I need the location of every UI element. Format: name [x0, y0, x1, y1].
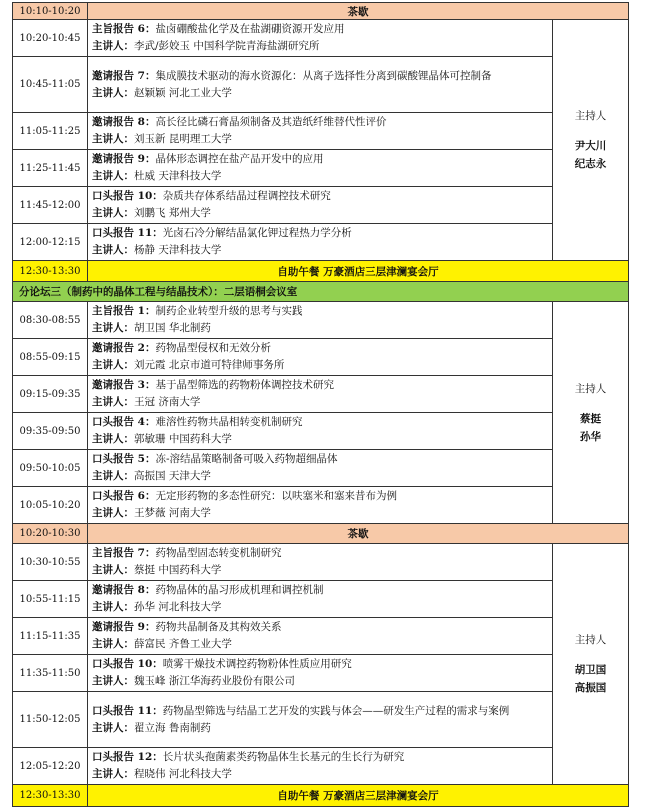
table-row	[13, 150, 629, 187]
speaker-name: 刘鹏飞 郑州大学	[134, 207, 211, 219]
report-type: 口头报告 6：	[92, 490, 156, 502]
table-row	[13, 187, 629, 224]
report-title: 杂质共存体系结晶过程调控技术研究	[162, 190, 331, 202]
session-content	[88, 487, 553, 524]
report-type: 口头报告 12：	[92, 751, 163, 763]
speaker-label: 主讲人：	[92, 638, 134, 650]
speaker-label: 主讲人：	[92, 675, 134, 687]
speaker-name: 刘玉新 昆明理工大学	[134, 133, 232, 145]
speaker-name: 胡卫国 华北制药	[134, 322, 211, 334]
report-type: 邀请报告 3：	[92, 379, 156, 391]
report-type: 口头报告 5：	[92, 453, 156, 465]
report-type: 邀请报告 8：	[92, 584, 156, 596]
speaker-label: 主讲人：	[92, 40, 134, 52]
report-type: 口头报告 11：	[92, 704, 163, 717]
table-row	[13, 544, 629, 581]
table-row	[13, 450, 629, 487]
speaker-label: 主讲人：	[92, 322, 134, 334]
table-row	[13, 339, 629, 376]
speaker-label: 主讲人：	[92, 359, 134, 371]
host-name: 孙华	[580, 430, 601, 443]
report-title: 难溶性药物共晶相转变机制研究	[155, 416, 303, 428]
speaker-name: 杜威 天津科技大学	[134, 170, 222, 182]
session-content	[88, 339, 553, 376]
report-type: 主旨报告 1：	[92, 305, 156, 317]
report-title: 药物晶型侵权和无效分析	[155, 342, 271, 354]
speaker-label: 主讲人：	[92, 207, 134, 219]
session-content	[88, 57, 553, 113]
speaker-label: 主讲人：	[92, 768, 134, 780]
host-cell	[553, 20, 629, 261]
lunch-time: 12:30-13:30	[13, 785, 88, 807]
host-name: 胡卫国	[574, 664, 607, 676]
session-content	[88, 302, 553, 339]
session-time: 11:35-11:50	[13, 655, 88, 692]
session-content	[88, 544, 553, 581]
report-title: 药物晶体的晶习形成机理和调控机制	[155, 584, 324, 596]
session-time: 11:50-12:05	[13, 692, 88, 748]
host-name: 蔡挺	[580, 412, 601, 425]
speaker-label: 主讲人：	[92, 601, 134, 613]
lunch-time: 12:30-13:30	[13, 261, 88, 282]
forum-title: 分论坛三（制药中的晶体工程与结晶技术）：二层语桐会议室	[13, 282, 629, 302]
session-content	[88, 187, 553, 224]
speaker-name: 王冠 济南大学	[134, 396, 201, 408]
session-time: 12:00-12:15	[13, 224, 88, 261]
speaker-label: 主讲人：	[92, 133, 134, 145]
speaker-label: 主讲人：	[92, 244, 134, 256]
report-title: 无定形药物的多态性研究：以呋塞米和塞来昔布为例	[155, 490, 397, 502]
table-row	[13, 113, 629, 150]
report-type: 口头报告 11：	[92, 227, 163, 239]
speaker-name: 郭敏珊 中国药科大学	[134, 433, 232, 445]
host-name: 高振国	[574, 682, 607, 694]
host-label: 主持人	[574, 110, 607, 122]
session-time: 11:15-11:35	[13, 618, 88, 655]
break-time: 10:20-10:30	[13, 524, 88, 544]
table-row	[13, 57, 629, 113]
report-type: 口头报告 4：	[92, 416, 156, 428]
speaker-name: 程晓伟 河北科技大学	[134, 768, 232, 780]
session-time: 12:05-12:20	[13, 748, 88, 785]
speaker-name: 王梦薇 河南大学	[134, 507, 211, 519]
table-row	[13, 618, 629, 655]
session-content	[88, 450, 553, 487]
table-row	[13, 413, 629, 450]
host-label: 主持人	[574, 634, 607, 646]
table-row	[13, 748, 629, 785]
session-content	[88, 692, 553, 748]
report-type: 邀请报告 9：	[92, 621, 156, 633]
speaker-label: 主讲人：	[92, 396, 134, 408]
report-title: 药物晶型固态转变机制研究	[155, 547, 282, 559]
session-content	[88, 376, 553, 413]
session-time: 10:55-11:15	[13, 581, 88, 618]
speaker-name: 翟立海 鲁南制药	[134, 721, 211, 734]
table-row	[13, 20, 629, 57]
speaker-name: 孙华 河北科技大学	[134, 601, 222, 613]
session-time: 11:25-11:45	[13, 150, 88, 187]
speaker-name: 魏玉峰 浙江华海药业股份有限公司	[134, 675, 295, 687]
tea-break-row	[13, 3, 629, 20]
tea-break-row	[13, 524, 629, 544]
report-title: 基于晶型筛选的药物粉体调控技术研究	[155, 379, 334, 391]
lunch-label: 自助午餐 万豪酒店三层津澜宴会厅	[88, 785, 629, 807]
report-title: 集成膜技术驱动的海水资源化：从离子选择性分离到碳酸锂晶体可控制备	[155, 69, 492, 82]
report-type: 主旨报告 6：	[92, 23, 156, 35]
speaker-name: 高振国 天津大学	[134, 470, 211, 482]
speaker-label: 主讲人：	[92, 507, 134, 519]
session-content	[88, 113, 553, 150]
session-time: 11:05-11:25	[13, 113, 88, 150]
report-title: 制药企业转型升级的思考与实践	[155, 305, 303, 317]
report-title: 冻-溶结晶策略制备可吸入药物超细晶体	[155, 453, 338, 465]
speaker-name: 刘元霞 北京市道可特律师事务所	[134, 359, 285, 371]
report-type: 邀请报告 7：	[92, 69, 156, 82]
session-time: 10:45-11:05	[13, 57, 88, 113]
session-time: 08:30-08:55	[13, 302, 88, 339]
speaker-name: 赵颖颖 河北工业大学	[134, 86, 232, 99]
report-type: 邀请报告 8：	[92, 116, 156, 128]
host-name: 尹大川	[574, 140, 607, 152]
table-row	[13, 302, 629, 339]
report-title: 晶体形态调控在盐产品开发中的应用	[155, 153, 324, 165]
report-type: 口头报告 10：	[92, 190, 163, 202]
host-cell	[553, 544, 629, 785]
session-time: 09:50-10:05	[13, 450, 88, 487]
speaker-label: 主讲人：	[92, 86, 134, 99]
session-content	[88, 618, 553, 655]
report-title: 高长径比磷石膏晶须制备及其造纸纤维替代性评价	[155, 116, 387, 128]
speaker-label: 主讲人：	[92, 170, 134, 182]
report-type: 邀请报告 2：	[92, 342, 156, 354]
session-content	[88, 655, 553, 692]
session-time: 10:30-10:55	[13, 544, 88, 581]
host-label: 主持人	[574, 382, 607, 395]
lunch-row	[13, 261, 629, 282]
speaker-label: 主讲人：	[92, 564, 134, 576]
speaker-label: 主讲人：	[92, 721, 134, 734]
session-time: 11:45-12:00	[13, 187, 88, 224]
report-type: 主旨报告 7：	[92, 547, 156, 559]
report-title: 盐卤硼酸盐化学及在盐湖硼资源开发应用	[155, 23, 345, 35]
session-content	[88, 150, 553, 187]
lunch-label: 自助午餐 万豪酒店三层津澜宴会厅	[88, 261, 629, 282]
session-content	[88, 20, 553, 57]
speaker-label: 主讲人：	[92, 470, 134, 482]
report-title: 药物晶型筛选与结晶工艺开发的实践与体会——研发生产过程的需求与案例	[162, 704, 510, 717]
session-content	[88, 413, 553, 450]
session-time: 10:20-10:45	[13, 20, 88, 57]
report-type: 口头报告 10：	[92, 658, 163, 670]
session-content	[88, 224, 553, 261]
break-label: 茶歇	[88, 3, 629, 20]
session-content	[88, 748, 553, 785]
report-title: 光卤石冷分解结晶氯化钾过程热力学分析	[162, 227, 352, 239]
speaker-name: 薛富民 齐鲁工业大学	[134, 638, 232, 650]
session-content	[88, 581, 553, 618]
table-row	[13, 376, 629, 413]
report-title: 喷雾干燥技术调控药物粉体性质应用研究	[162, 658, 352, 670]
host-cell	[553, 302, 629, 524]
table-row	[13, 655, 629, 692]
lunch-row	[13, 785, 629, 807]
speaker-name: 李武/彭姣玉 中国科学院青海盐湖研究所	[134, 40, 320, 52]
speaker-name: 蔡挺 中国药科大学	[134, 564, 222, 576]
session-time: 09:35-09:50	[13, 413, 88, 450]
speaker-name: 杨静 天津科技大学	[134, 244, 222, 256]
report-title: 长片状头孢菌素类药物晶体生长基元的生长行为研究	[162, 751, 405, 763]
session-time: 08:55-09:15	[13, 339, 88, 376]
host-name: 纪志永	[574, 158, 607, 170]
session-time: 10:05-10:20	[13, 487, 88, 524]
report-title: 药物共晶制备及其构效关系	[155, 621, 282, 633]
speaker-label: 主讲人：	[92, 433, 134, 445]
session-time: 09:15-09:35	[13, 376, 88, 413]
report-type: 邀请报告 9：	[92, 153, 156, 165]
table-row	[13, 224, 629, 261]
forum-header-row	[13, 282, 629, 302]
break-label: 茶歇	[88, 524, 629, 544]
table-row	[13, 581, 629, 618]
table-row	[13, 487, 629, 524]
break-time: 10:10-10:20	[13, 3, 88, 20]
table-row	[13, 692, 629, 748]
schedule-table	[12, 2, 629, 807]
